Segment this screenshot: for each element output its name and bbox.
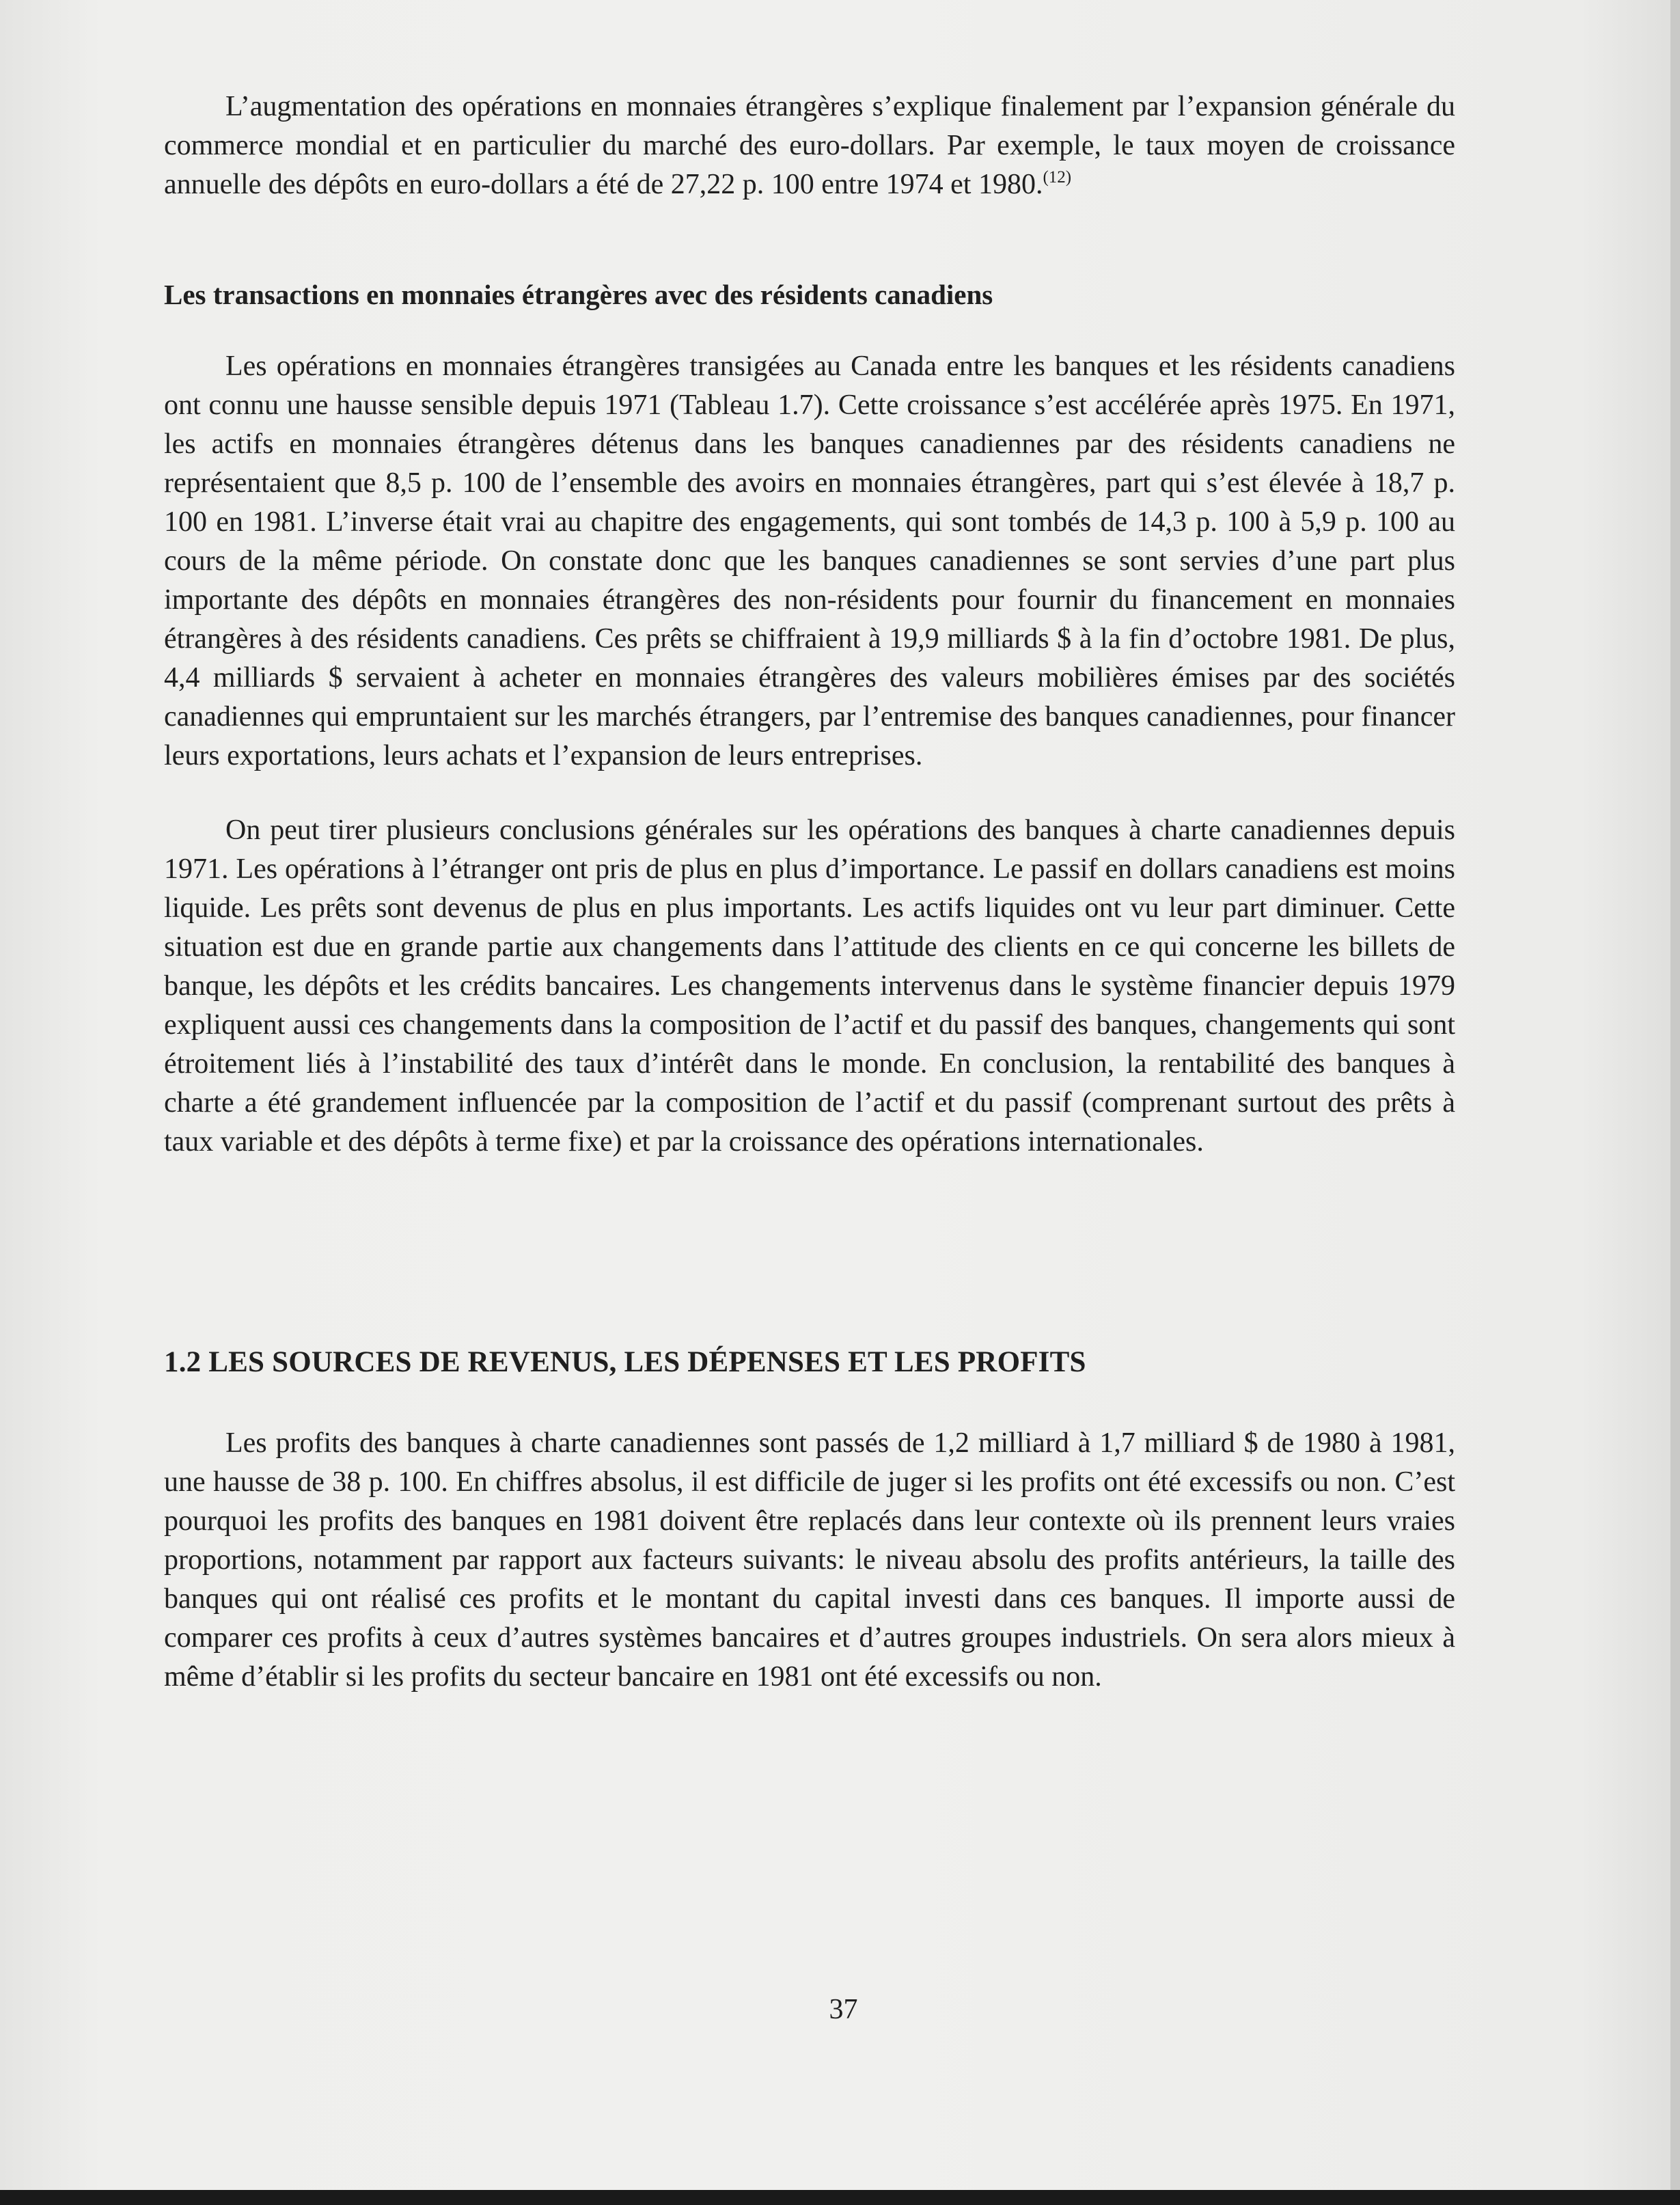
subheading: Les transactions en monnaies étrangères avec des résidents canadiens	[164, 279, 993, 310]
intro-paragraph	[164, 87, 1455, 204]
intro-paragraph-text: L’augmentation des opérations en monnaies étrangères s’explique finalement par l’expansion générale du commerce mondial et en particulier du marché des euro-dollars. Par exemple, le taux moyen de croissance annuelle des dépôts en euro-dollars a été de 27,22 p. 100 entre 1974 et 1980.	[164, 91, 1455, 200]
scan-edge-bottom	[0, 2190, 1680, 2205]
text-column	[164, 87, 1455, 1697]
section-paragraph: Les profits des banques à charte canadiennes sont passés de 1,2 milliard à 1,7 milliard $ de 1980 à 1981, une hausse de 38 p. 100. En chiffres absolus, il est difficile de juger si les profits ont été excessifs ou non. C’est pourquoi les profits des banques en 1981 doivent être replacés dans leur contexte où ils prennent leurs vraies proportions, notamment par rapport aux facteurs suivants: le niveau absolu des profits antérieurs, la taille des banques qui ont réalisé ces profits et le montant du capital investi dans ces banques. Il importe aussi de comparer ces profits à ceux d’autres systèmes bancaires et d’autres groupes industriels. On sera alors mieux à même d’établir si les profits du secteur bancaire en 1981 ont été excessifs ou non.	[164, 1427, 1455, 1693]
section-title: 1.2 LES SOURCES DE REVENUS, LES DÉPENSES ET LES PROFITS	[164, 1346, 1086, 1378]
scan-edge-right	[1670, 0, 1680, 2205]
footnote-reference: (12)	[1043, 168, 1072, 187]
paragraph-transactions: Les opérations en monnaies étrangères transigées au Canada entre les banques et les résidents canadiens ont connu une hausse sensible depuis 1971 (Tableau 1.7). Cette croissance s’est accélérée après 1975. En 1971, les actifs en monnaies étrangères détenus dans les banques canadiennes par des résidents canadiens ne représentaient que 8,5 p. 100 de l’ensemble des avoirs en monnaies étrangères, part qui s’est élevée à 18,7 p. 100 en 1981. L’inverse était vrai au chapitre des engagements, qui sont tombés de 14,3 p. 100 à 5,9 p. 100 au cours de la même période. On constate donc que les banques canadiennes se sont servies d’une part plus importante des dépôts en monnaies étrangères des non-résidents pour fournir du financement en monnaies étrangères à des résidents canadiens. Ces prêts se chiffraient à 19,9 milliards $ à la fin d’octobre 1981. De plus, 4,4 milliards $ servaient à acheter en monnaies étrangères des valeurs mobilières émises par des sociétés canadiennes qui empruntaient sur les marchés étrangers, par l’entremise des banques canadiennes, pour financer leurs exportations, leurs achats et l’expansion de leurs entreprises.	[164, 351, 1455, 771]
page-number: 37	[829, 1994, 858, 2025]
paragraph-conclusions: On peut tirer plusieurs conclusions générales sur les opérations des banques à charte canadiennes depuis 1971. Les opérations à l’étranger ont pris de plus en plus d’importance. Le passif en dollars canadiens est moins liquide. Les prêts sont devenus de plus en plus importants. Les actifs liquides ont vu leur part diminuer. Cette situation est due en grande partie aux changements dans l’attitude des clients en ce qui concerne les billets de banque, les dépôts et les crédits bancaires. Les changements intervenus dans le système financier depuis 1979 expliquent aussi ces changements dans la composition de l’actif et du passif des banques, changements qui sont étroitement liés à l’instabilité des taux d’intérêt dans le monde. En conclusion, la rentabilité des banques à charte a été grandement influencée par la composition de l’actif et du passif (comprenant surtout des prêts à taux variable et des dépôts à terme fixe) et par la croissance des opérations internationales.	[164, 814, 1455, 1158]
